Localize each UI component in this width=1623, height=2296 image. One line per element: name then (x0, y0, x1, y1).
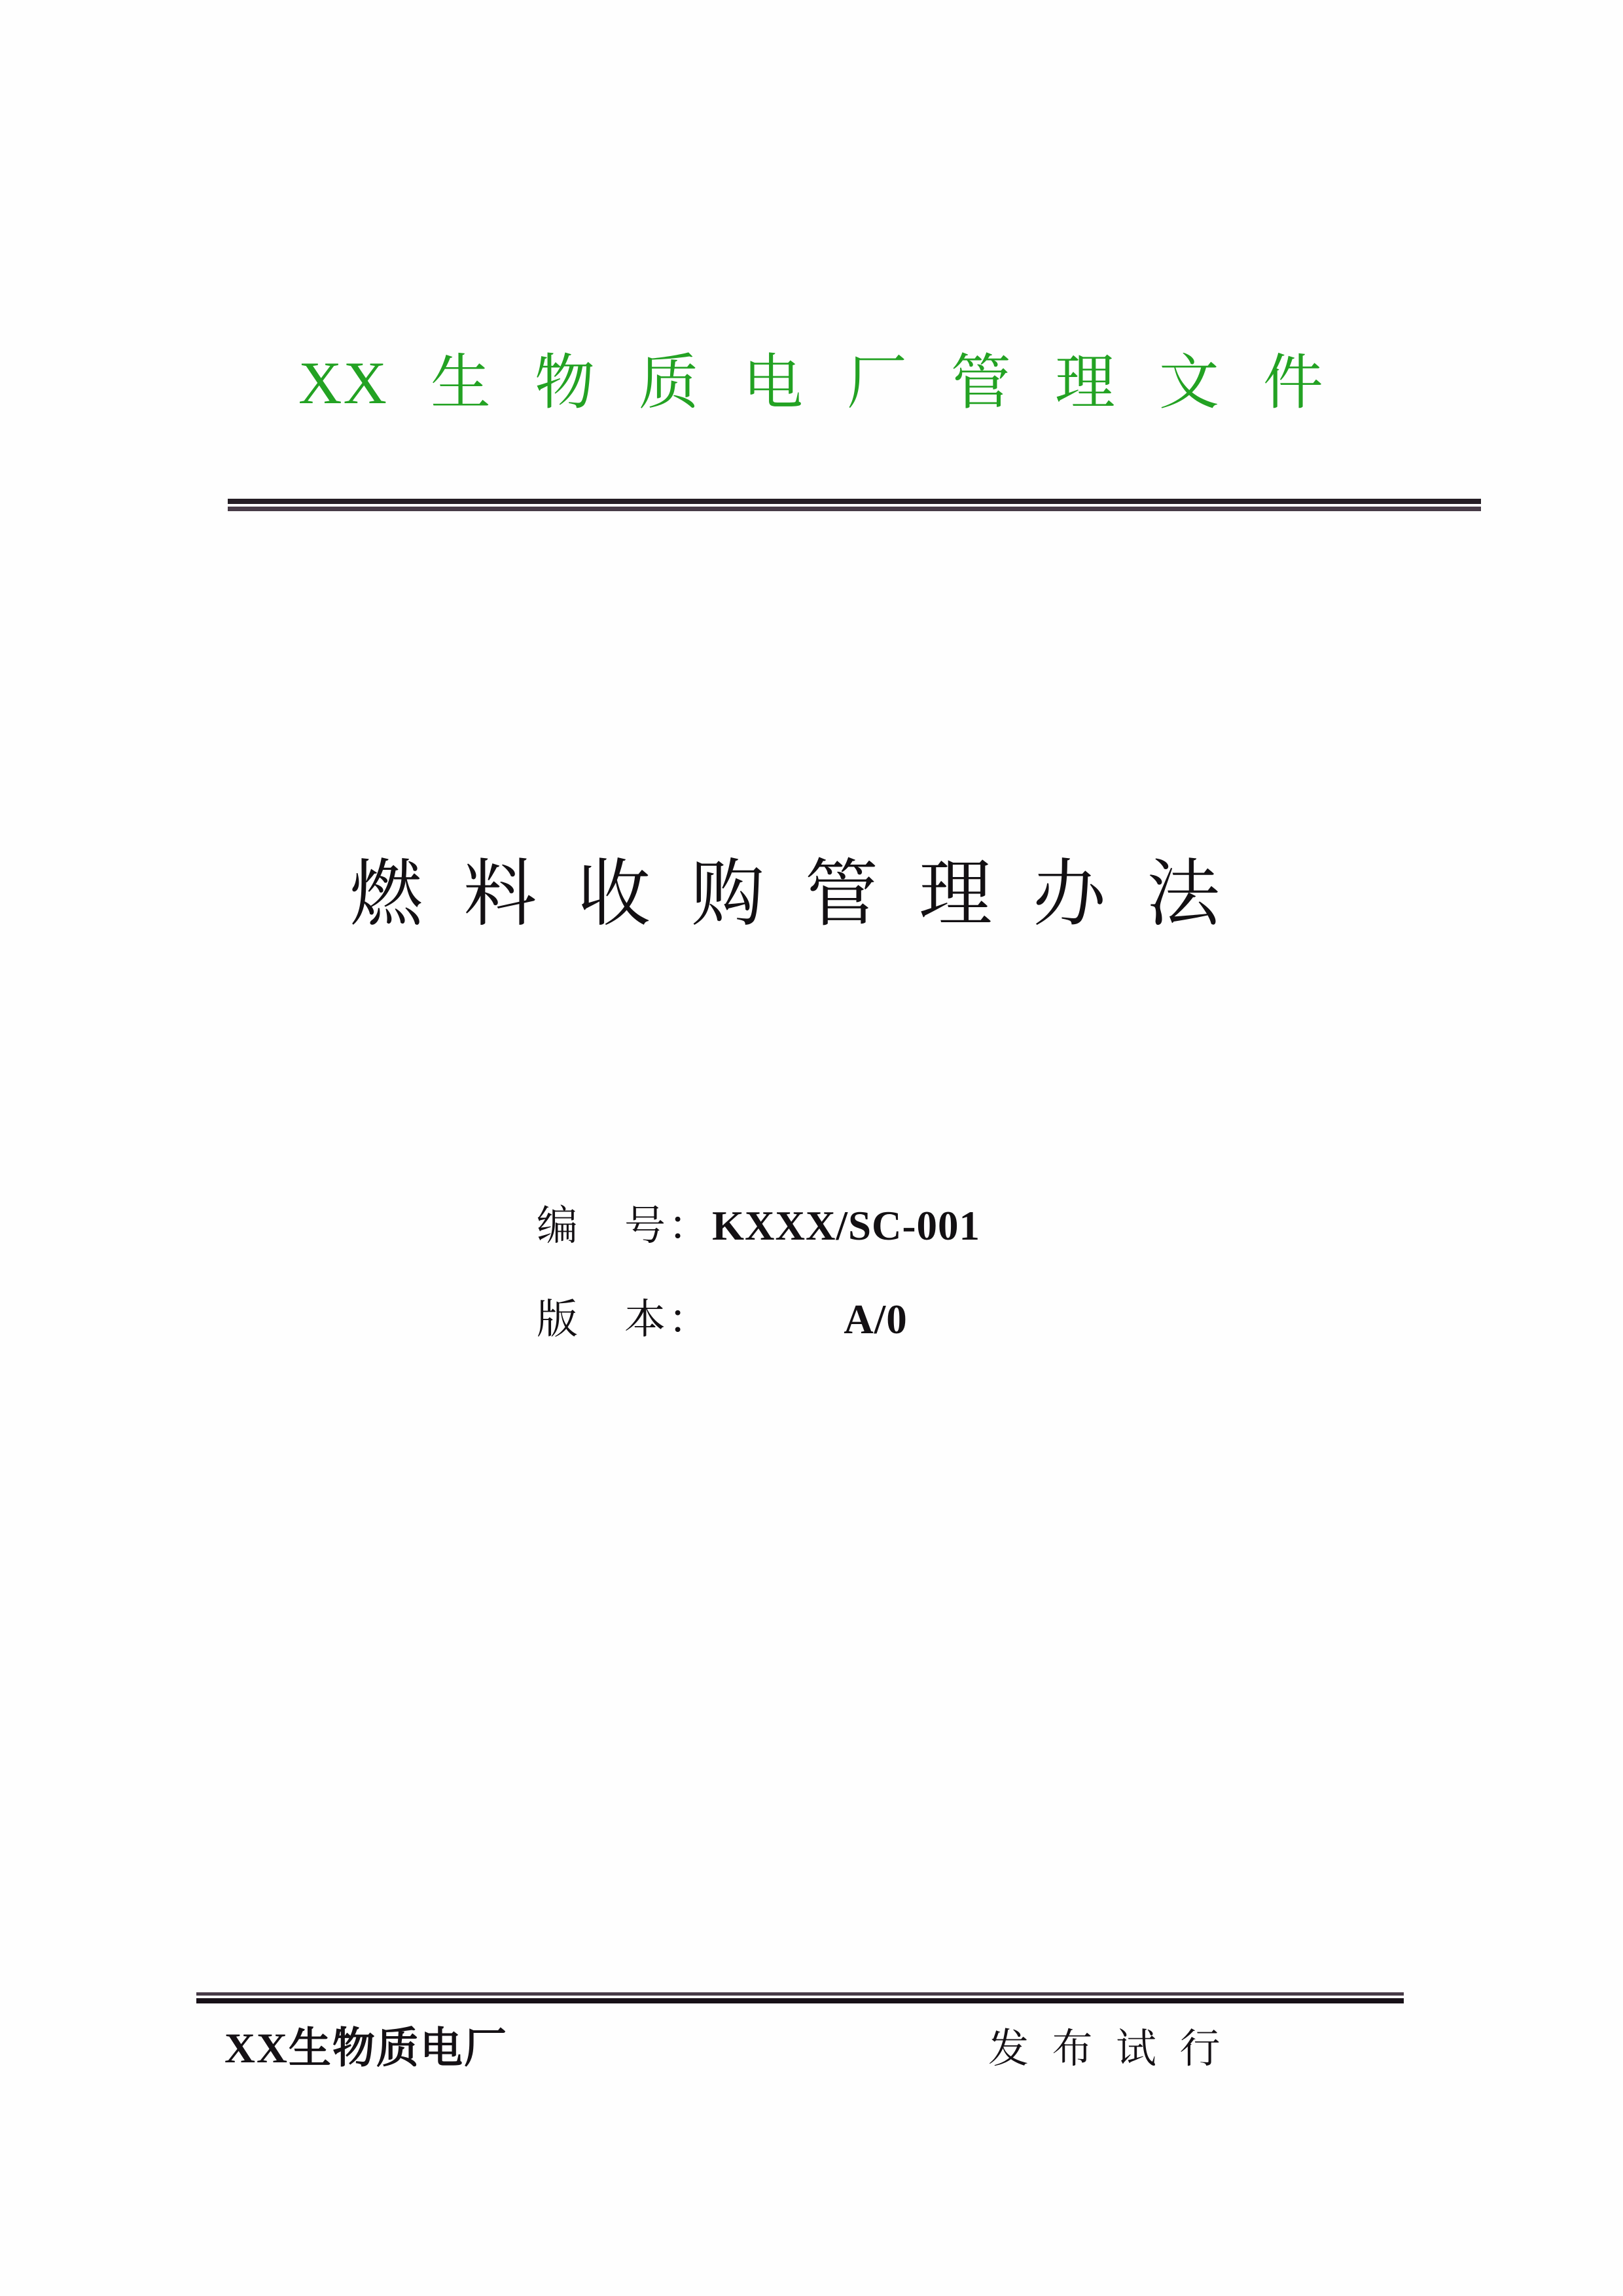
doc-version-row (537, 1299, 1039, 1340)
doc-version-label: 版 本： (537, 1297, 712, 1342)
document-id-block (537, 1203, 1039, 1342)
doc-number-row (537, 1203, 1039, 1249)
document-category-title: XX 生 物 质 电 厂 管 理 文 件 (298, 350, 1325, 416)
footer-double-rule (196, 1992, 1404, 2003)
footer-company-name: XX生物质电厂 (224, 2025, 508, 2072)
document-title: 燃 料 收 购 管 理 办 法 (349, 854, 1221, 935)
header-double-rule (228, 499, 1481, 511)
doc-number-value: KXXX/SC-001 (712, 1203, 981, 1249)
doc-version-value: A/0 (844, 1297, 908, 1342)
footer-release-status: 发 布 试 行 (988, 2027, 1222, 2072)
doc-number-label: 编 号： (537, 1203, 712, 1249)
